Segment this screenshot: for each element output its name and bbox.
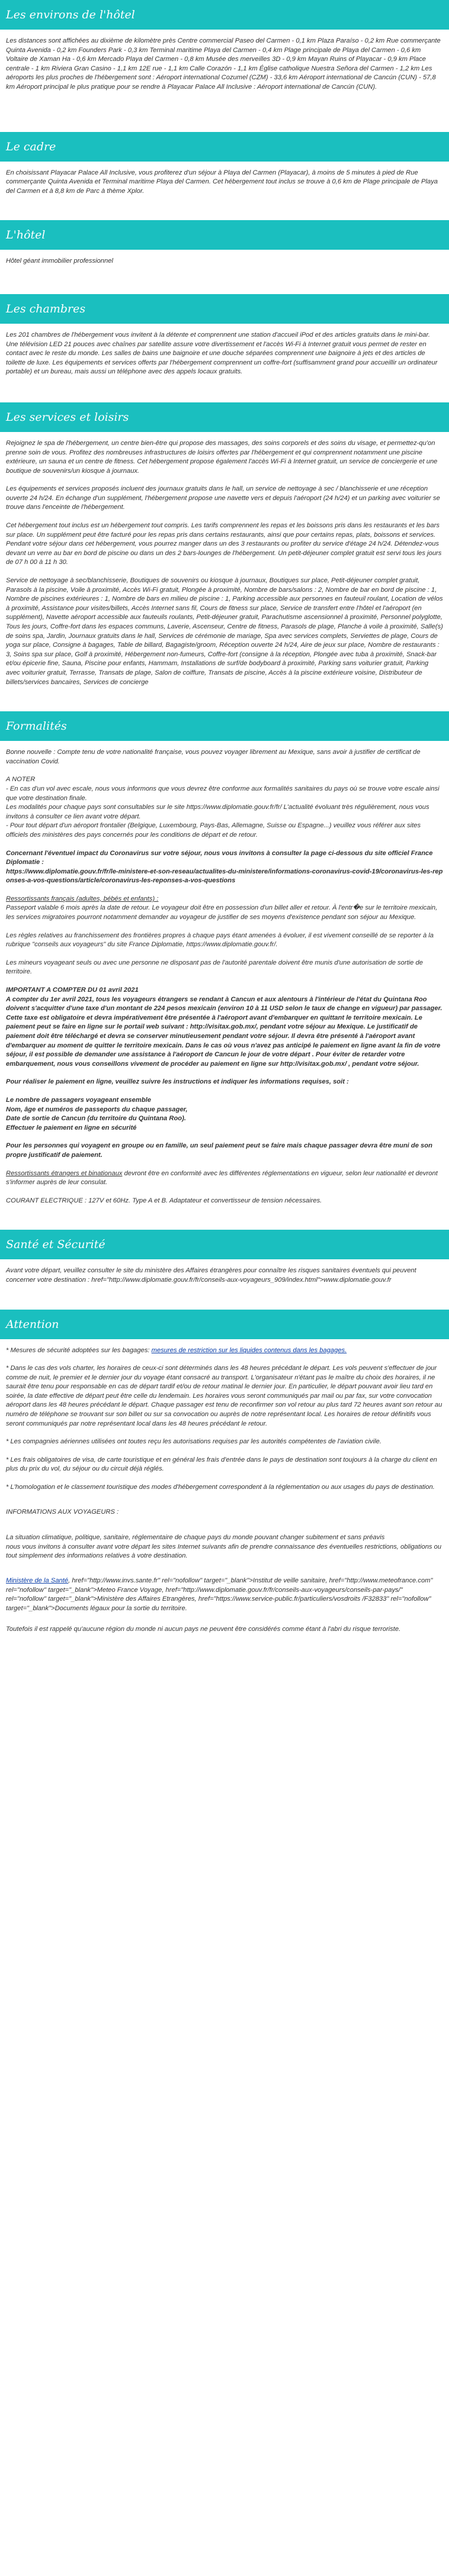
attention-paragraph: * L'homologation et le classement touristique des modes d'hébergement correspondent à la réglementation ou aux usages du pays de destination. [6,1484,435,1491]
note-line: - En cas d'un vol avec escale, nous vous informons que vous devrez être conforme aux formalités sanitaires du pays où se trouve votre escale ainsi que votre destination finale. [6,785,440,802]
attention-paragraph: * Les frais obligatoires de visa, de carte touristique et en général les frais d'entrée dans le pays de destination sont toujours à la charge du client en plus du prix du vol, du séjour ou du circuit déjà réglés. [6,1456,437,1473]
setting-section [0,132,449,196]
foreign-text: devront être en conformité avec les différentes réglementations en vigueur, selon leur nationalité et devront s'informer auprès de leur consulat. [6,1169,438,1187]
nationals-block [6,895,443,923]
section-header [0,132,449,162]
section-title: Santé et Sécurité [6,1238,105,1252]
health-section [0,1230,449,1285]
section-header [0,402,449,432]
note-line: - Pour tout départ d'un aéroport frontalier (Belgique, Luxembourg, Pays-Bas, Allemagne, Suisse ou Espagne...) veuillez vous référer aux sites officiels des ministères des pays concernés pour les conditions de départ et de retour. [6,822,421,839]
covid-block [6,849,443,886]
nationals-text: Passeport valable 6 mois après la date de retour. Le voyageur doit être en possession d'un billet aller et retour. À l'entr�e sur le territoire mexicain, les services migratoires pourront notamment demander au voyageur de justifier de ses moyens d'existence pendant son séjour au Mexique. [6,904,438,921]
ministry-link[interactable]: Ministère de la Santé [6,1577,69,1584]
foreign-block [6,1169,443,1188]
formalities-intro: Bonne nouvelle : Compte tenu de votre nationalité française, vous pouvez voyager librement au Mexique, sans avoir à justifier de certificat de vaccination Covid. [6,749,421,765]
attention-lead [6,1346,443,1356]
section-title: Le cadre [6,140,56,153]
rooms-section [0,294,449,377]
setting-text: En choisissant Playacar Palace All Inclusive, vous profiterez d'un séjour à Playa del Carmen (Playacar), à moins de 5 minutes à pied de Rue commerçante Quinta Avenida et Terminal maritime Playa del Carmen. Cet hébergement tout inclus se trouve à 0,6 km de Plage principale de Playa del Carmen et à 8,8 km de Parc à thème Xplor. [6,169,438,195]
note-block [6,775,443,840]
note-line: Les modalités pour chaque pays sont consultables sur le site https://www.diplomatie.gouv.fr/fr/ L'actualité évoluant très régulièrement, nous vous invitons à consulter ce lien avant votre départ. [6,804,429,820]
section-header [0,1310,449,1339]
health-text: Avant votre départ, veuillez consulter le site du ministère des Affaires étrangères pour connaître les risques sanitaires éventuels qui peuvent concerner votre destination : href="http://www.diplomatie.gouv.fr/fr/conseils-aux-voyageurs_909/index.html">www.diplomatie.gouv.fr [6,1267,416,1284]
covid-link[interactable]: https://www.diplomatie.gouv.fr/fr/le-ministere-et-son-reseau/actualites-du-ministere/informations-coronavirus-covid-19/coronavirus-les-reponses-a-vos-questions/article/coronavirus-les-reponses-a-vos-questions [6,868,443,885]
hotel-text: Hôtel géant immobilier professionnel [6,257,113,265]
rules-text: Les règles relatives au franchissement des frontières propres à chaque pays étant amenées à évoluer, il est vivement conseillé de se reporter à la rubrique "conseils aux voyageurs" du site France Diplomatie, https://www.diplomatie.gouv.fr/. [6,931,434,949]
note-title: A NOTER [6,776,36,784]
foreign-link[interactable]: Ressortissants étrangers et binationaux [6,1169,123,1177]
section-header [0,0,449,30]
surroundings-section [0,0,449,92]
formalities-section [0,711,449,1205]
hotel-section [0,220,449,266]
section-title: Les chambres [6,302,86,315]
liquids-restriction-link[interactable]: mesures de restriction sur les liquides contenus dans les bagages. [151,1346,347,1354]
groups-text: Pour les personnes qui voyagent en groupe ou en famille, un seul paiement peut se faire mais chaque passager devra être muni de son propre justificatif de paiement. [6,1142,432,1159]
surroundings-text: Les distances sont affichées au dixième de kilomètre près Centre commercial Paseo del Carmen - 0,1 km Plaza Paraíso - 0,2 km Rue commerçante Quinta Avenida - 0,2 km Founders Park - 0,3 km Terminal maritime Playa del Carmen - 0,4 km Plage principale de Playa del Carmen - 0,6 km Voltaire de Xaman Ha - 0,6 km Mercado Playa del Carmen - 0,8 km Musée des merveilles 3D - 0,9 km Mayan Ruins of Playacar - 0,9 km Place centrale - 1 km Riviera Gran Casino - 1,1 km 12E rue - 1,1 km Calle Corazón - 1,1 km Église catholique Nuestra Señora del Carmen - 1,2 km Les aéroports les plus proches de l'hébergement sont : Aéroport international Cozumel (CZM) - 33,6 km Aéroport international de Cancún (CUN) - 57,8 km Aéroport principal le plus pratique pour se rendre à Playacar Palace All Inclusive : Aéroport international de Cancún (CUN). [6,37,441,91]
section-header [0,220,449,250]
fill-item: Nom, âge et numéros de passeports du chaque passager, [6,1105,188,1113]
fill-item: Le nombre de passagers voyageant ensemble [6,1096,151,1104]
covid-text: Concernant l'éventuel impact du Coronavirus sur votre séjour, nous vous invitons à consulter la page ci-dessous du site officiel France Diplomatie : [6,849,433,866]
final-text: Toutefois il est rappelé qu'aucune région du monde ni aucun pays ne peuvent être considérés comme étant à l'abri du risque terroriste. [6,1626,401,1633]
section-header [0,711,449,741]
section-title: Formalités [6,720,67,733]
important-text: A compter du 1er avril 2021, tous les voyageurs étrangers se rendant à Cancun et aux alentours à l'intérieur de l'état du Quintana Roo doivent s'acquitter d'une taxe d'un montant de 224 pesos mexicain (environ 10 à 11 USD selon le taux de change en vigueur) par passager. Cette taxe est obligatoire et devra impérativement être présentée à l'aéroport avant d'embarquer en quittant le territoire mexicain. Le paiement peut se faire en ligne sur le portail web suivant : http://visitax.gob.mx/, pendant votre séjour au Mexique. Le justificatif de paiement doit être téléchargé et devra se conserver minutieusement pendant votre séjour. Il devra être présenté à l'aéroport avant d'embarquer au moment de quitter le territoire mexicain. Dans le cas où vous n'avez pas anticipé le paiement en ligne avant la fin de votre séjour, il est possible de demander une assistance à l'aéroport de Cancun le jour de votre départ . Pour éviter de retarder votre embarquement, nous vous conseillons vivement de procéder au paiement en ligne sur http://visitax.gob.mx/ , pendant votre séjour. [6,995,442,1068]
attention-paragraph: * Les compagnies aériennes utilisées ont toutes reçu les autorisations requises par les autorités compétentes de l'aviation civile. [6,1438,381,1446]
section-title: Les environs de l'hôtel [6,8,135,21]
services-paragraph: Cet hébergement tout inclus est un hébergement tout compris. Les tarifs comprennent les repas et les boissons pris dans les restaurants et les bars sur place. Un supplément peut être facturé pour les repas pris dans certains restaurants, ainsi que pour certains repas, plats, boissons et services. Pendant votre séjour dans cet hébergement, vous pourrez manger dans un des 3 restaurants ou profiter du service d'étage 24 h/24. Détendez-vous devant un verre au bar en bord de piscine ou dans un des 2 bars-lounges de l'hébergement. Un petit-déjeuner complet gratuit est servi tous les jours de 07 h 00 à 11 h 30. [6,522,442,566]
section-title: L'hôtel [6,228,46,242]
fill-item: Date de sortie de Cancun (du territoire du Quintana Roo). [6,1115,186,1123]
electric-text: COURANT ELECTRIQUE : 127V et 60Hz. Type A et B. Adaptateur et convertisseur de tension nécessaires. [6,1197,322,1204]
section-header [0,1230,449,1259]
section-title: Les services et loisirs [6,410,129,424]
attention-section [0,1310,449,1634]
attention-paragraph: * Dans le cas des vols charter, les horaires de ceux-ci sont déterminés dans les 48 heures précédant le départ. Les vols peuvent s'effectuer de jour comme de nuit, le premier et le dernier jour du voyage étant consacré au transport. L'organisateur n'étant pas le maître du choix des horaires, il ne saurait être tenu pour responsable en cas de départ tardif et/ou de retour matinal le dernier jour. En particulier, le départ pouvant avoir lieu tard en soirée, la date effective de départ peut être celle du lendemain. Les horaires vous seront communiqués par mail ou par fax, sur votre convocation aéroport dans les 48 heures précédant le départ. Chaque passager est tenu de reconfirmer son vol retour au plus tard 72 heures avant son retour au numéro de téléphone se trouvant sur son billet ou sur sa convocation ou auprès de notre représentant local. Les horaires de retour définitifs vous seront communiqués par notre représentant local dans les 48 heures précédant le retour. [6,1365,442,1427]
section-header [0,294,449,324]
ministry-block [6,1576,443,1613]
info-title: INFORMATIONS AUX VOYAGEURS : [6,1508,119,1516]
lead-prefix: * Mesures de sécurité adoptées sur les bagages: [6,1346,150,1354]
fill-title: Pour réaliser le paiement en ligne, veuillez suivre les instructions et indiquer les informations requises, soit : [6,1078,349,1086]
important-block [6,986,443,1069]
services-paragraph: Les équipements et services proposés incluent des journaux gratuits dans le hall, un service de nettoyage à sec / blanchisserie et une réception ouverte 24 h/24. En échange d'un supplément, l'hébergement propose une navette vers et depuis l'aéroport (24 h/24) et un parking avec voiturier se trouve dans l'enceinte de l'hébergement. [6,485,440,511]
services-section [0,402,449,687]
minors-text: Les mineurs voyageant seuls ou avec une personne ne disposant pas de l'autorité parentale doivent être munis d'une autorisation de sortie de territoire. [6,959,423,976]
situation-text: La situation climatique, politique, sanitaire, réglementaire de chaque pays du monde pouvant changer subitement et sans préavis nous vous invitons à consulter avant votre départ les sites Internet suivants afin de prendre connaissance des éventuelles restrictions, obligations ou tout simplement des informations relatives à votre destination. [6,1534,442,1560]
services-paragraph: Service de nettoyage à sec/blanchisserie, Boutiques de souvenirs ou kiosque à journaux, Boutiques sur place, Petit-déjeuner complet gratuit, Parasols à la piscine, Voile à proximité, Accès Wi-Fi gratuit, Plongée à proximité, Nombre de bars/salons : 2, Nombre de bar en bord de piscine : 1, Nombre de piscines extérieures : 1, Nombre de bars en milieu de piscine : 1, Parking accessible aux personnes en fauteuil roulant, Location de vélos à proximité, Assistance pour visites/billets, Accès Internet sans fil, Cours de fitness sur place, Service de transfert entre l'hôtel et l'aéroport (en supplément), Navette aéroport accessible aux fauteuils roulants, Petit-déjeuner gratuit, Parachutisme ascensionnel à proximité, Personnel polyglotte, Tous les jours, Coffre-fort dans les espaces communs, Laverie, Ascenseur, Centre de fitness, Parasols de plage, Planche à voile à proximité, Salle(s) de soins spa, Jardin, Journaux gratuits dans le hall, Services de cérémonie de mariage, Spa avec services complets, Serviettes de plage, Cours de yoga sur place, Consigne à bagages, Table de billard, Bagagiste/groom, Réception ouverte 24 h/24, Aire de jeux sur place, Nombre de restaurants : 3, Soins spa sur place, Golf à proximité, Hébergement non-fumeurs, Coffre-fort (consigne à la réception, Plongée avec tuba à proximité, Snack-bar et/ou épicerie fine, Sauna, Piscine pour enfants, Hammam, Installations de surf/de bodyboard à proximité, Parking sans voiturier gratuit, Parking avec voiturier gratuit, Terrasse, Transats de plage, Salon de coiffure, Transats de piscine, Accès à la piscine extérieure voisine, Distributeur de billets/services bancaires, Services de concierge [6,577,443,686]
section-title: Attention [6,1317,59,1331]
important-title: IMPORTANT A COMPTER DU 01 avril 2021 [6,986,139,994]
fill-list [6,1096,443,1133]
rooms-text: Les 201 chambres de l'hébergement vous invitent à la détente et comprennent une station d'accueil iPod et des articles gratuits dans le mini-bar. Une télévision LED 21 pouces avec chaînes par satellite assure votre divertissement et l'accès Wi-Fi à Internet gratuit vous permet de rester en contact avec le reste du monde. Les salles de bains une baignoire et une douche séparées comprennent une baignoire à jets et des articles de toilette de luxe. Les équipements et services offerts par l'hébergement comprennent un coffre-fort (suffisamment grand pour accueillir un ordinateur portable) et un bureau, mais aussi un téléphone avec des appels locaux gratuits. [6,331,438,376]
ministry-text: , href="http://www.invs.sante.fr" rel="nofollow" target="_blank">Institut de veille sanitaire, href="http://www.meteofrance.com" rel="nofollow" target="_blank">Meteo France Voyage, href="http://www.diplomatie.gouv.fr/fr/conseils-aux-voyageurs/conseils-par-pays/" rel="nofollow" target="_blank">Ministère des Affaires Etrangères, href="https://www.service-public.fr/particuliers/vosdroits /F32833" rel="nofollow" target="_blank">Documents légaux pour la sortie du territoire. [6,1577,433,1612]
nationals-title: Ressortissants français (adultes, bébés et enfants) : [6,895,159,902]
services-paragraph: Rejoignez le spa de l'hébergement, un centre bien-être qui propose des massages, des soins corporels et des soins du visage, et permettez-qu'on prenne soin de vous. Profitez des nombreuses infrastructures de loisirs offertes par l'hébergement et qui comprennent notamment une piscine extérieure, un sauna et un centre de fitness. Cet hébergement propose également l'accès Wi-Fi à Internet gratuit, un service de conciergerie et une boutique de souvenirs/un kiosque à journaux. [6,439,438,475]
fill-item: Effectuer le paiement en ligne en sécurité [6,1124,137,1131]
